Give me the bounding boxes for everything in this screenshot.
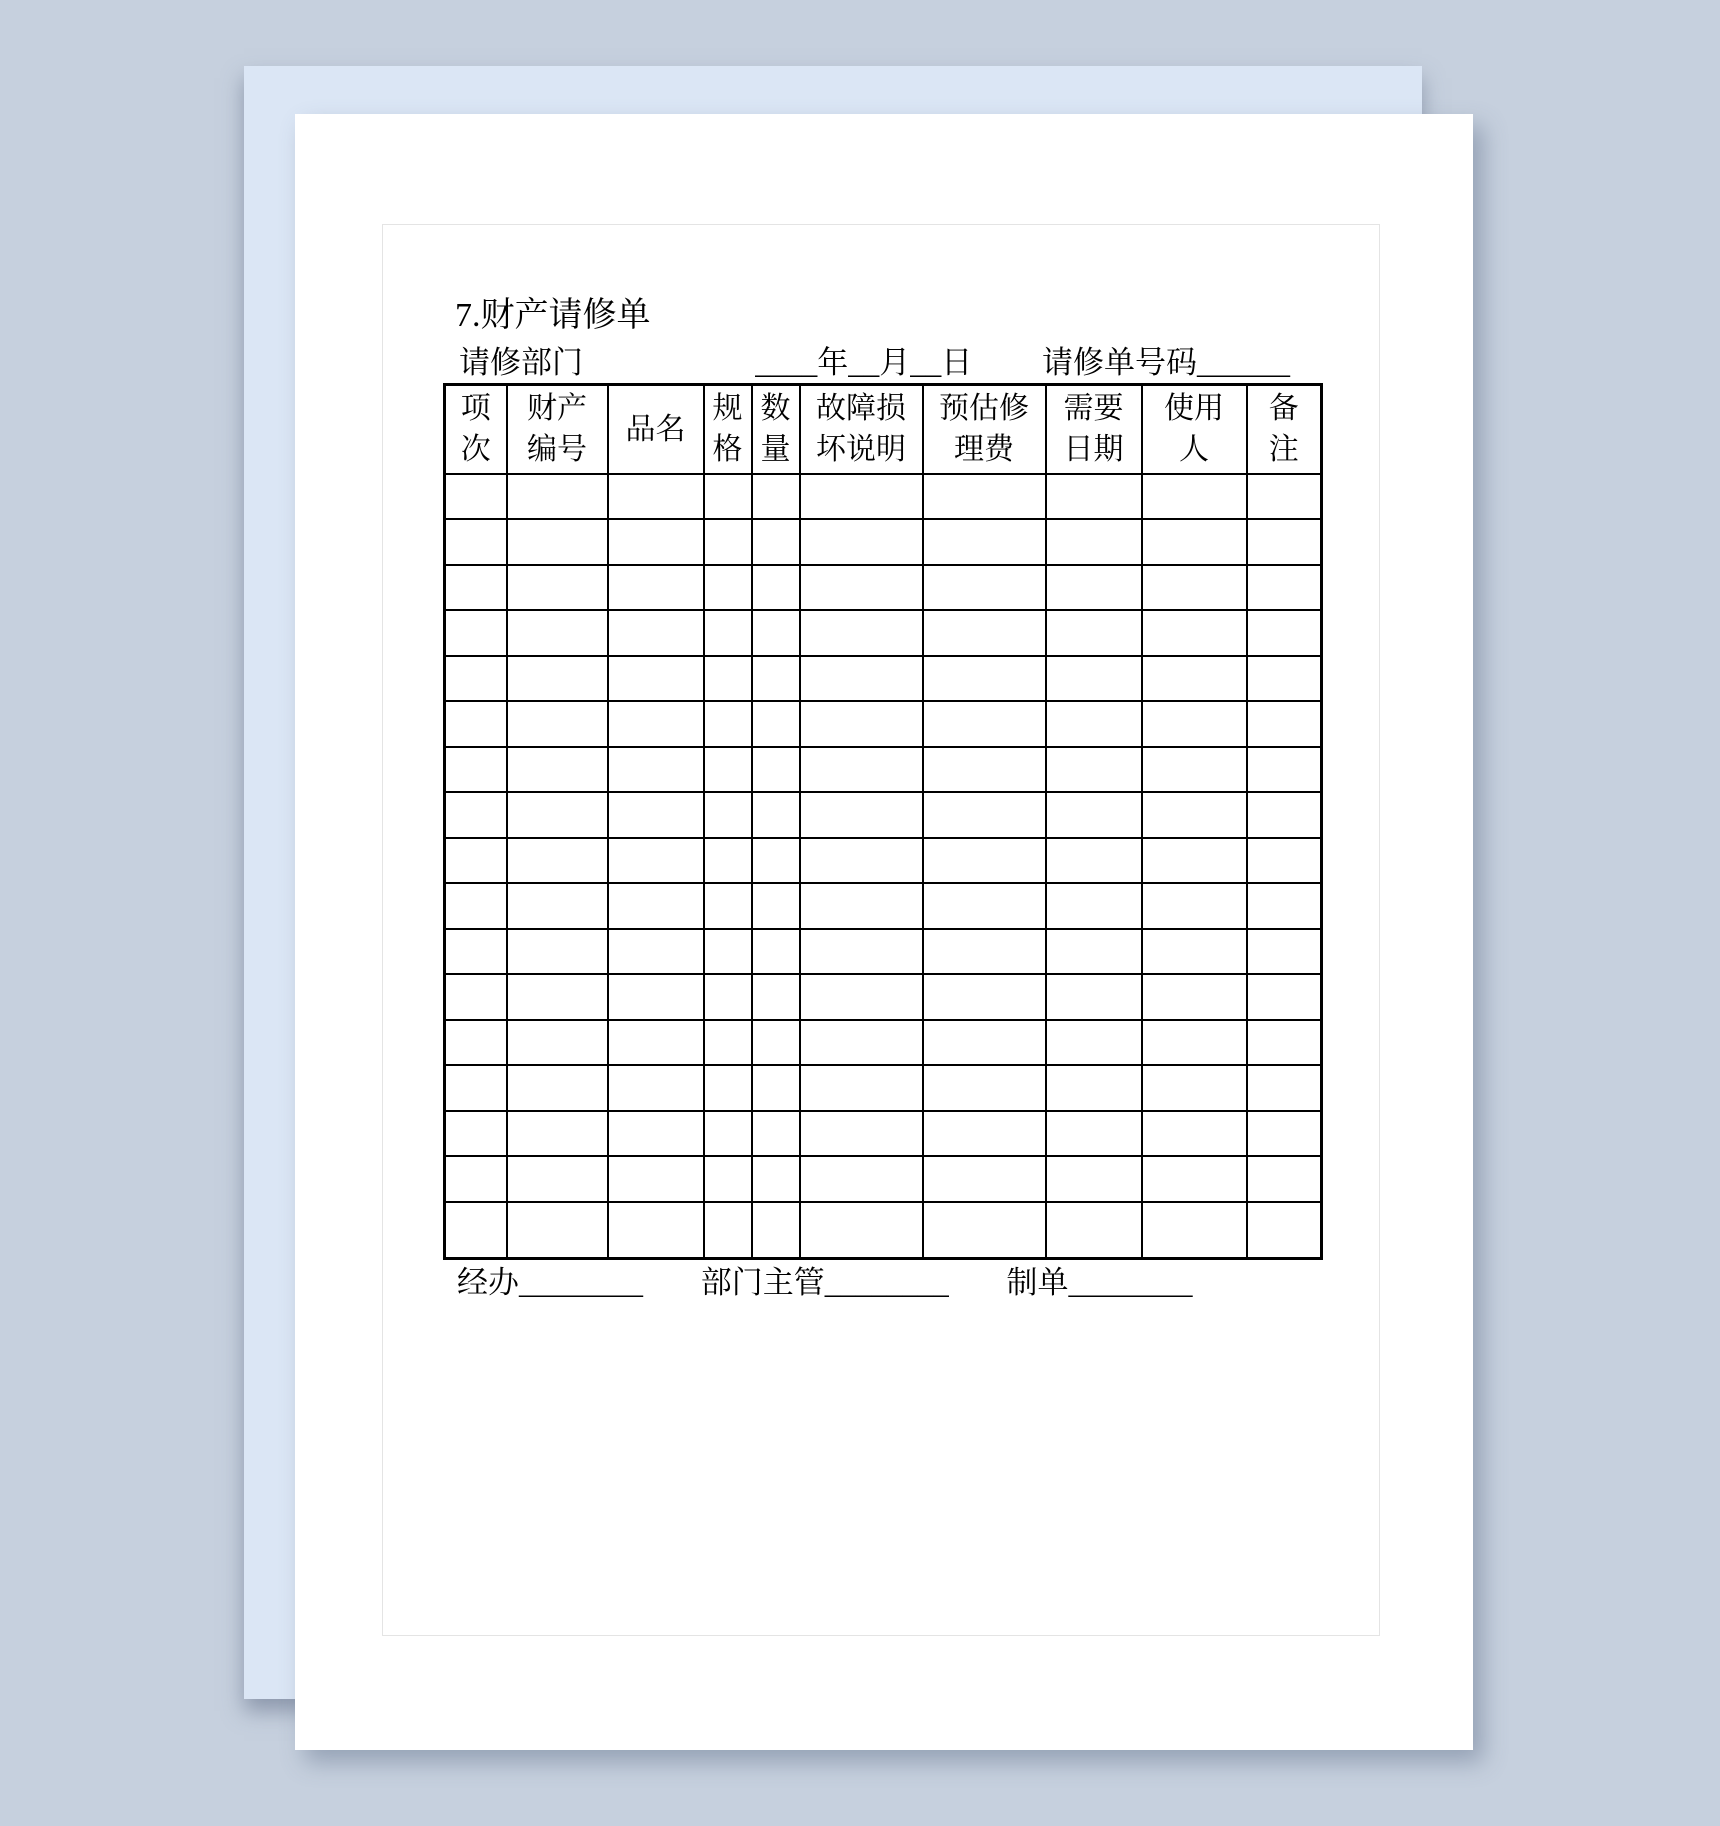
empty-cell-damage-description [800,883,923,929]
column-header-required-date [1046,385,1142,474]
empty-cell-item-no [445,792,507,838]
handler-label: 经办________ [457,1265,643,1300]
empty-cell-remarks [1247,1020,1322,1066]
column-header-remarks [1247,385,1322,474]
empty-cell-quantity [752,1202,800,1259]
empty-cell-specification [704,792,752,838]
table-row [445,474,1322,520]
column-header-text: 格 [712,433,743,467]
empty-cell-product-name [608,792,704,838]
repair-request-table [443,383,1323,1260]
empty-cell-asset-no [507,929,608,975]
empty-cell-user [1142,610,1247,656]
empty-cell-required-date [1046,792,1142,838]
empty-cell-asset-no [507,1156,608,1202]
empty-cell-damage-description [800,1020,923,1066]
column-header-damage-description [800,385,923,474]
table-row [445,838,1322,884]
empty-cell-quantity [752,929,800,975]
empty-cell-user [1142,1111,1247,1157]
empty-cell-specification [704,701,752,747]
empty-cell-damage-description [800,838,923,884]
empty-cell-quantity [752,565,800,611]
table-row [445,701,1322,747]
empty-cell-remarks [1247,1065,1322,1111]
empty-cell-estimated-repair-cost [923,974,1046,1020]
table-row [445,929,1322,975]
empty-cell-specification [704,519,752,565]
table-row [445,656,1322,702]
empty-cell-item-no [445,929,507,975]
empty-cell-specification [704,565,752,611]
empty-cell-remarks [1247,883,1322,929]
empty-cell-specification [704,1202,752,1259]
empty-cell-product-name [608,1111,704,1157]
table-row [445,1202,1322,1259]
document-page [295,114,1473,1750]
empty-cell-asset-no [507,610,608,656]
empty-cell-damage-description [800,565,923,611]
empty-cell-estimated-repair-cost [923,838,1046,884]
empty-cell-quantity [752,519,800,565]
empty-cell-quantity [752,974,800,1020]
empty-cell-remarks [1247,610,1322,656]
column-header-text: 次 [460,433,491,467]
empty-cell-required-date [1046,1202,1142,1259]
column-header-text: 需要 [1063,392,1124,426]
empty-cell-specification [704,747,752,793]
column-header-asset-no [507,385,608,474]
empty-cell-specification [704,1065,752,1111]
empty-cell-required-date [1046,883,1142,929]
empty-cell-specification [704,929,752,975]
column-header-product-name [608,385,704,474]
empty-cell-asset-no [507,519,608,565]
empty-cell-quantity [752,1111,800,1157]
empty-cell-user [1142,701,1247,747]
empty-cell-product-name [608,1020,704,1066]
table-row [445,747,1322,793]
empty-cell-specification [704,1111,752,1157]
empty-cell-item-no [445,1156,507,1202]
empty-cell-quantity [752,838,800,884]
empty-cell-user [1142,792,1247,838]
column-header-specification [704,385,752,474]
column-header-estimated-repair-cost [923,385,1046,474]
empty-cell-user [1142,974,1247,1020]
empty-cell-user [1142,656,1247,702]
empty-cell-quantity [752,656,800,702]
empty-cell-product-name [608,929,704,975]
empty-cell-estimated-repair-cost [923,1111,1046,1157]
empty-cell-specification [704,1156,752,1202]
table-row [445,792,1322,838]
empty-cell-asset-no [507,1065,608,1111]
empty-cell-damage-description [800,1065,923,1111]
empty-cell-product-name [608,701,704,747]
empty-cell-item-no [445,1111,507,1157]
empty-cell-asset-no [507,792,608,838]
empty-cell-quantity [752,883,800,929]
order-number-label: 请修单号码______ [1042,345,1290,380]
table-row [445,883,1322,929]
column-header-text: 坏说明 [816,433,906,467]
empty-cell-asset-no [507,565,608,611]
empty-cell-item-no [445,747,507,793]
table-row [445,565,1322,611]
empty-cell-item-no [445,565,507,611]
empty-cell-required-date [1046,747,1142,793]
department-manager-label: 部门主管________ [700,1265,949,1300]
empty-cell-product-name [608,883,704,929]
empty-cell-required-date [1046,610,1142,656]
empty-cell-damage-description [800,610,923,656]
empty-cell-item-no [445,883,507,929]
column-header-text: 理费 [954,433,1014,467]
empty-cell-damage-description [800,1156,923,1202]
empty-cell-product-name [608,1202,704,1259]
empty-cell-product-name [608,747,704,793]
empty-cell-product-name [608,519,704,565]
empty-cell-item-no [445,838,507,884]
empty-cell-user [1142,474,1247,520]
empty-cell-damage-description [800,929,923,975]
empty-cell-specification [704,610,752,656]
empty-cell-item-no [445,656,507,702]
column-header-text: 项 [460,392,491,426]
column-header-item-no [445,385,507,474]
empty-cell-specification [704,974,752,1020]
empty-cell-required-date [1046,974,1142,1020]
column-header-text: 人 [1179,433,1209,467]
empty-cell-quantity [752,1065,800,1111]
empty-cell-item-no [445,701,507,747]
empty-cell-estimated-repair-cost [923,929,1046,975]
empty-cell-required-date [1046,565,1142,611]
empty-cell-damage-description [800,974,923,1020]
empty-cell-quantity [752,701,800,747]
table-header-row [445,385,1322,474]
empty-cell-remarks [1247,701,1322,747]
empty-cell-user [1142,747,1247,793]
empty-cell-item-no [445,474,507,520]
empty-cell-user [1142,519,1247,565]
empty-cell-required-date [1046,929,1142,975]
column-header-text: 故障损 [816,392,906,426]
empty-cell-estimated-repair-cost [923,656,1046,702]
empty-cell-asset-no [507,838,608,884]
empty-cell-estimated-repair-cost [923,883,1046,929]
empty-cell-damage-description [800,474,923,520]
date-blanks: ____年__月__日 [755,345,973,380]
column-header-text: 财产 [527,392,587,426]
empty-cell-asset-no [507,747,608,793]
empty-cell-remarks [1247,1202,1322,1259]
empty-cell-estimated-repair-cost [923,1065,1046,1111]
empty-cell-specification [704,883,752,929]
empty-cell-remarks [1247,747,1322,793]
column-header-text: 规 [712,392,743,426]
column-header-text: 备 [1268,392,1299,426]
empty-cell-remarks [1247,1111,1322,1157]
empty-cell-damage-description [800,701,923,747]
empty-cell-remarks [1247,1156,1322,1202]
empty-cell-required-date [1046,1156,1142,1202]
empty-cell-remarks [1247,838,1322,884]
empty-cell-remarks [1247,792,1322,838]
column-header-text: 使用 [1164,392,1224,426]
table-row [445,1065,1322,1111]
empty-cell-remarks [1247,656,1322,702]
request-department-label: 请修部门 [459,345,583,380]
empty-cell-item-no [445,1020,507,1066]
column-header-user [1142,385,1247,474]
empty-cell-estimated-repair-cost [923,1020,1046,1066]
empty-cell-asset-no [507,974,608,1020]
empty-cell-product-name [608,1065,704,1111]
table-row [445,1111,1322,1157]
empty-cell-asset-no [507,883,608,929]
empty-cell-asset-no [507,1020,608,1066]
empty-cell-specification [704,838,752,884]
empty-cell-item-no [445,1065,507,1111]
empty-cell-required-date [1046,656,1142,702]
empty-cell-damage-description [800,792,923,838]
empty-cell-estimated-repair-cost [923,565,1046,611]
empty-cell-specification [704,656,752,702]
empty-cell-user [1142,1202,1247,1259]
column-header-text: 编号 [527,433,587,467]
empty-cell-required-date [1046,701,1142,747]
column-header-text: 注 [1268,433,1299,467]
empty-cell-estimated-repair-cost [923,519,1046,565]
table-row [445,610,1322,656]
empty-cell-damage-description [800,1202,923,1259]
empty-cell-remarks [1247,519,1322,565]
empty-cell-quantity [752,610,800,656]
column-header-text: 预估修 [939,392,1029,426]
column-header-text: 品名 [625,412,686,446]
signature-line [443,1264,1320,1302]
empty-cell-required-date [1046,838,1142,884]
empty-cell-item-no [445,1202,507,1259]
empty-cell-quantity [752,747,800,793]
empty-cell-remarks [1247,929,1322,975]
column-header-text: 数 [760,392,791,426]
column-header-text: 日期 [1063,433,1124,467]
empty-cell-asset-no [507,1202,608,1259]
empty-cell-user [1142,883,1247,929]
empty-cell-damage-description [800,1111,923,1157]
column-header-quantity [752,385,800,474]
order-maker-label: 制单________ [1006,1265,1193,1300]
empty-cell-user [1142,1156,1247,1202]
empty-cell-damage-description [800,519,923,565]
empty-cell-asset-no [507,474,608,520]
empty-cell-damage-description [800,747,923,793]
empty-cell-required-date [1046,474,1142,520]
empty-cell-estimated-repair-cost [923,701,1046,747]
empty-cell-estimated-repair-cost [923,1202,1046,1259]
empty-cell-product-name [608,656,704,702]
empty-cell-remarks [1247,974,1322,1020]
empty-cell-product-name [608,610,704,656]
form-meta-line [443,344,1320,382]
empty-cell-item-no [445,519,507,565]
empty-cell-specification [704,474,752,520]
empty-cell-user [1142,929,1247,975]
empty-cell-specification [704,1020,752,1066]
empty-cell-user [1142,1065,1247,1111]
empty-cell-remarks [1247,474,1322,520]
empty-cell-product-name [608,1156,704,1202]
empty-cell-item-no [445,974,507,1020]
empty-cell-estimated-repair-cost [923,792,1046,838]
date-and-number-group [755,344,1320,382]
empty-cell-quantity [752,792,800,838]
empty-cell-quantity [752,474,800,520]
empty-cell-user [1142,838,1247,884]
empty-cell-required-date [1046,1111,1142,1157]
empty-cell-required-date [1046,1020,1142,1066]
empty-cell-product-name [608,565,704,611]
empty-cell-asset-no [507,656,608,702]
empty-cell-quantity [752,1020,800,1066]
empty-cell-estimated-repair-cost [923,610,1046,656]
table-row [445,1156,1322,1202]
empty-cell-product-name [608,474,704,520]
empty-cell-estimated-repair-cost [923,747,1046,793]
empty-cell-estimated-repair-cost [923,1156,1046,1202]
empty-cell-damage-description [800,656,923,702]
empty-cell-user [1142,1020,1247,1066]
empty-cell-user [1142,565,1247,611]
empty-cell-estimated-repair-cost [923,474,1046,520]
empty-cell-required-date [1046,519,1142,565]
empty-cell-quantity [752,1156,800,1202]
column-header-text: 量 [760,433,791,467]
empty-cell-remarks [1247,565,1322,611]
table-row [445,1020,1322,1066]
empty-cell-asset-no [507,701,608,747]
empty-cell-product-name [608,974,704,1020]
form-title: 7.财产请修单 [455,297,651,334]
empty-cell-required-date [1046,1065,1142,1111]
table-row [445,974,1322,1020]
empty-cell-product-name [608,838,704,884]
empty-cell-item-no [445,610,507,656]
table-row [445,519,1322,565]
empty-cell-asset-no [507,1111,608,1157]
